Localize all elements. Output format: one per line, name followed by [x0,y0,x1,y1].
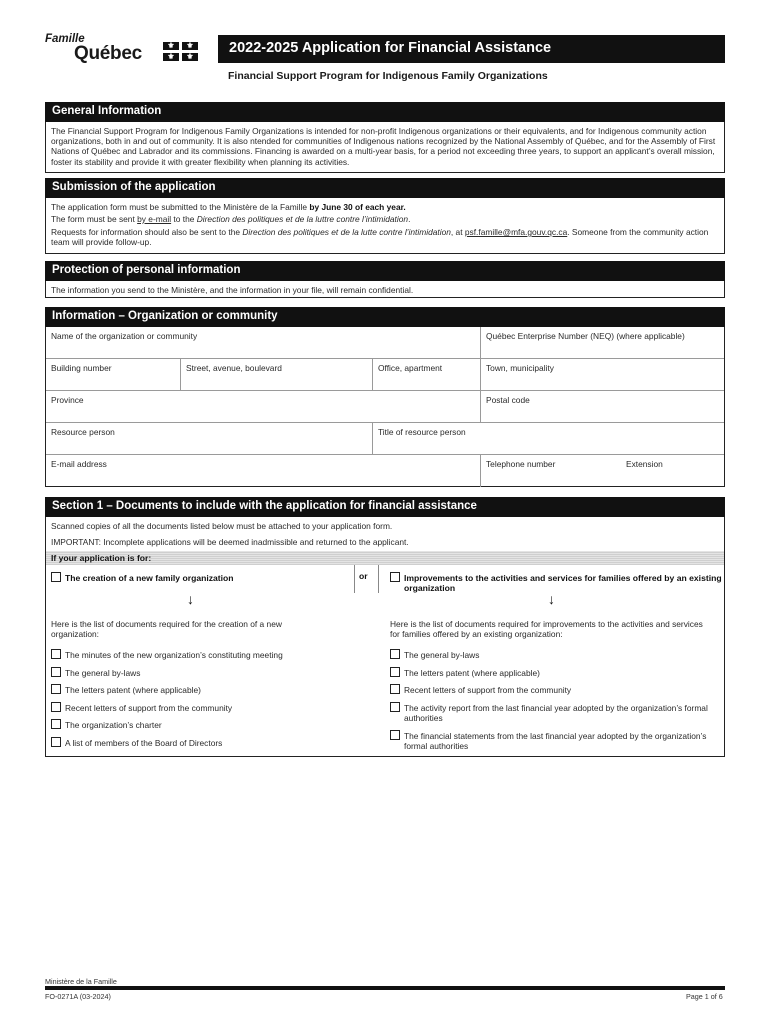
left-item-3-label: The letters patent (where applicable) [65,685,201,695]
new-organization-label: The creation of a new family organization [65,573,234,583]
office-field[interactable]: Office, apartment [373,359,481,391]
building-number-field[interactable]: Building number [46,359,181,391]
or-label: or [359,571,368,581]
right-item-3-checkbox[interactable] [390,684,400,694]
submission-line-1-text: The application form must be submitted to the Ministère de la Famille [51,202,310,212]
existing-organization-checkbox[interactable] [390,572,400,582]
section1-heading: Section 1 – Documents to include with the application for financial assistance [45,497,725,517]
footer-ministry: Ministère de la Famille [45,977,117,986]
email-link[interactable]: by e-mail [137,214,172,224]
section1-note-2: IMPORTANT: Incomplete applications will be deemed inadmissible and returned to the applicant. [51,537,409,547]
left-item-5-label: The organization’s charter [65,720,162,730]
deadline-text: by June 30 of each year. [309,202,406,212]
email-field[interactable]: E-mail address [46,455,481,487]
direction-name-2: Direction des politiques et de la lutte contre l’intimidation [242,227,451,237]
province-field[interactable]: Province [46,391,481,423]
logo-famille: Famille [45,33,85,45]
section1-note-1: Scanned copies of all the documents listed below must be attached to your application form. [51,521,393,531]
telephone-field[interactable]: Telephone number [486,459,556,469]
resource-person-field[interactable]: Resource person [46,423,373,455]
footer-divider [45,986,725,990]
right-item-2-checkbox[interactable] [390,667,400,677]
left-item-6-label: A list of members of the Board of Directors [65,738,223,748]
submission-line-2-end: . [408,214,411,224]
page-title: 2022-2025 Application for Financial Assistance [218,35,725,63]
submission-line-2-mid: to the [171,214,197,224]
submission-heading: Submission of the application [45,178,725,198]
left-item-6-checkbox[interactable] [51,737,61,747]
submission-line-3-mid: , at [450,227,465,237]
left-item-3-checkbox[interactable] [51,684,61,694]
general-info-text: The Financial Support Program for Indigenous Family Organizations is intended for non-profit Indigenous organizations or their equivalents, and for Indigenous community action organizations, both in and out of community. It is also ntended for communities of Indigenous nations recognized by the National Assembly of Québec, and for the Assembly of First Nations of Québec and Labrador and its commissions. Financing is awarded on a multi-year basis, for a period not exceeding three years, to support an applicant’s overall mission, foster its stability and provide it with greater flexibility when planning its activities. [51,126,716,167]
left-item-1-label: The minutes of the new organization’s constituting meeting [65,650,283,660]
postal-code-field[interactable]: Postal code [481,391,724,423]
submission-line-2-text: The form must be sent [51,214,138,224]
protection-heading: Protection of personal information [45,261,725,281]
protection-text: The information you send to the Ministère, and the information in your file, will remain confidential. [51,285,414,295]
left-item-1-checkbox[interactable] [51,649,61,659]
logo-quebec: Québec [74,43,142,64]
page-subtitle: Financial Support Program for Indigenous Family Organizations [228,70,548,82]
left-intro-text: Here is the list of documents required for the creation of a new organization: [51,619,282,639]
extension-field[interactable]: Extension [626,459,663,469]
right-item-4-label: The activity report from the last financial year adopted by the organization’s formal authorities [404,703,708,723]
left-item-4-label: Recent letters of support from the community [65,703,233,713]
or-divider-right [378,565,379,593]
footer-page-number: Page 1 of 6 [686,992,723,1001]
footer-form-code: FO-0271A (03-2024) [45,992,111,1001]
submission-line-1 [51,202,716,212]
left-item-4-checkbox[interactable] [51,702,61,712]
right-item-3-label: Recent letters of support from the community [404,685,572,695]
right-item-5-label: The financial statements from the last financial year adopted by the organization’s formal authorities [404,731,707,751]
left-item-5-checkbox[interactable] [51,719,61,729]
arrow-down-icon: ↓ [187,591,194,607]
right-item-5-checkbox[interactable] [390,730,400,740]
contact-email-link[interactable]: psf.famille@mfa.gouv.qc.ca [464,227,568,237]
submission-line-3-text: Requests for information should also be sent to the [51,227,243,237]
existing-organization-label: Improvements to the activities and services for families offered by an existing organization [404,573,722,593]
submission-line-2 [51,214,716,224]
or-divider-left [354,565,355,593]
org-name-field[interactable]: Name of the organization or community [46,327,481,359]
arrow-down-icon-2: ↓ [548,591,555,607]
right-item-1-label: The general by-laws [404,650,480,660]
town-field[interactable]: Town, municipality [481,359,724,391]
right-item-2-label: The letters patent (where applicable) [404,668,540,678]
general-info-heading: General Information [45,102,725,122]
right-item-1-checkbox[interactable] [390,649,400,659]
submission-line-3-end: . Someone from the community action team will provide follow-up. [51,227,709,248]
right-intro-text: Here is the list of documents required for improvements to the activities and services for families offered by an existing organization: [390,619,703,639]
org-info-heading: Information – Organization or community [45,307,725,327]
left-item-2-label: The general by-laws [65,668,141,678]
direction-name: Direction des politiques et de la luttre contre l’intimidation [196,214,409,224]
if-application-label: If your application is for: [46,551,724,565]
fleur-de-lis-icon: ⚜ ⚜ ⚜ ⚜ [163,42,199,62]
submission-line-3 [51,227,716,247]
quebec-logo [45,33,205,67]
street-field[interactable]: Street, avenue, boulevard [181,359,373,391]
resource-title-field[interactable]: Title of resource person [373,423,724,455]
new-organization-checkbox[interactable] [51,572,61,582]
left-item-2-checkbox[interactable] [51,667,61,677]
neq-field[interactable]: Québec Enterprise Number (NEQ) (where applicable) [481,327,724,359]
right-item-4-checkbox[interactable] [390,702,400,712]
